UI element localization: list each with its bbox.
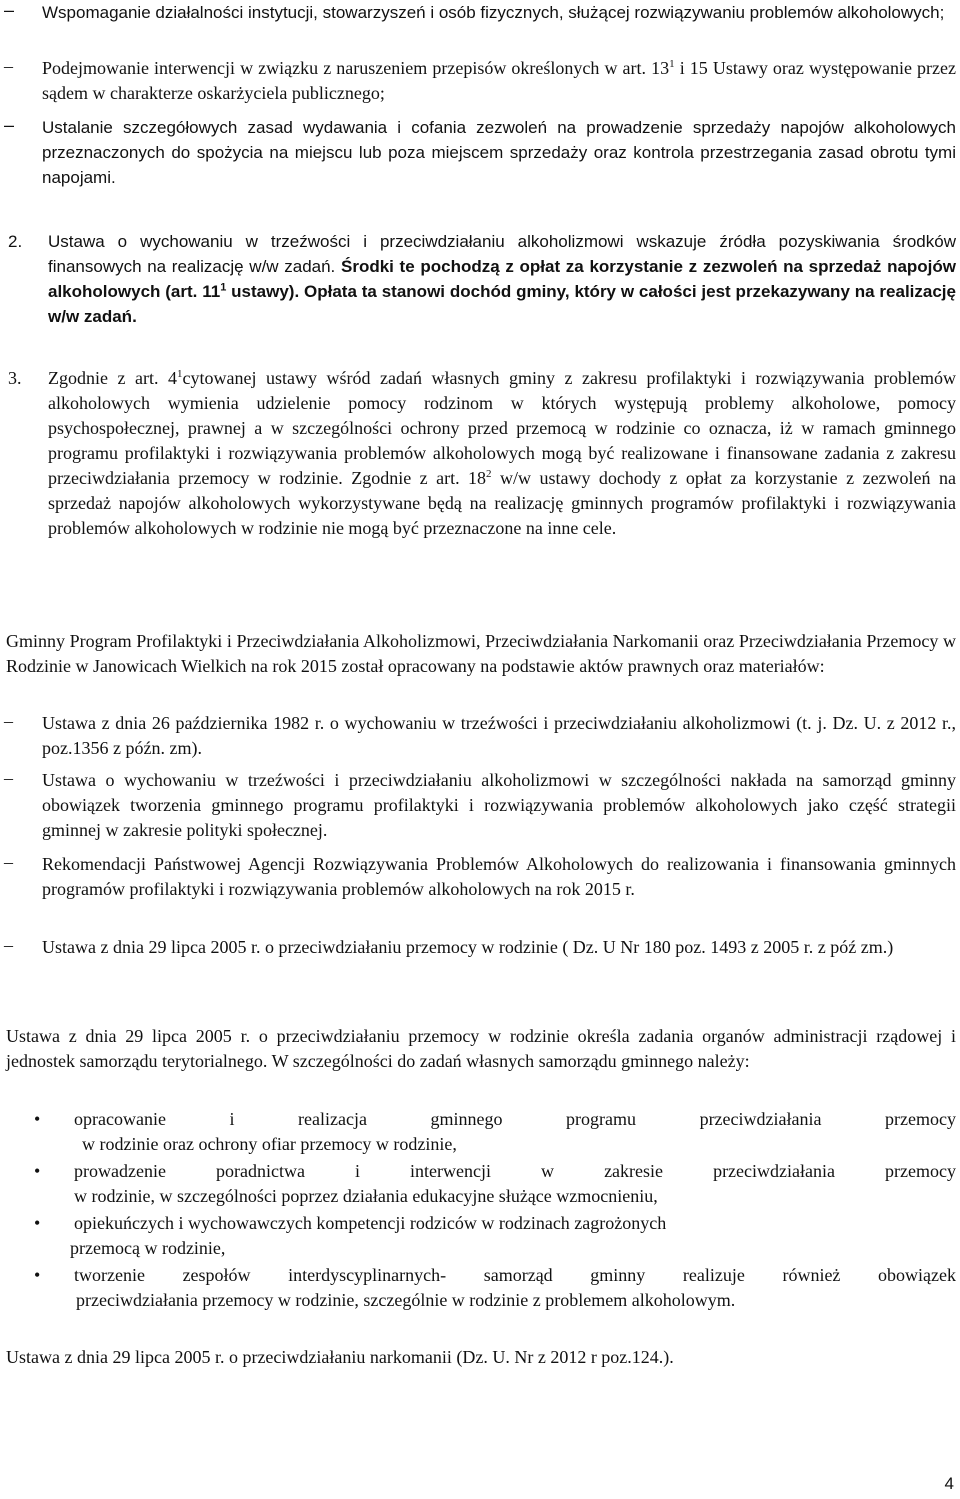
list-item: [0, 852, 956, 902]
bullet-line-2: przeciwdziałania przemocy w rodzinie, szczególnie w rodzinie z problemem alkoholowym.: [76, 1290, 736, 1310]
bullet-line-1: opracowanie i realizacja gminnego programu przeciwdziałania przemocy: [74, 1109, 956, 1129]
list-item: [0, 768, 956, 843]
bullet-line-1: opiekuńczych i wychowawczych kompetencji rodziców w rodzinach zagrożonych: [74, 1213, 667, 1233]
list-item-text: Ustawa z dnia 29 lipca 2005 r. o przeciwdziałaniu przemocy w rodzinie ( Dz. U Nr 180 poz. 1493 z 2005 r. z póź zm.): [42, 937, 894, 957]
list-item-text: Rekomendacji Państwowej Agencji Rozwiązywania Problemów Alkoholowych do realizowania i finansowania gminnych programów profilaktyki i rozwiązywania problemów alkoholowych na rok 2015 r.: [42, 854, 956, 899]
dash-icon: –: [4, 711, 13, 731]
bullet-icon: •: [34, 1109, 41, 1129]
bullet-item: [0, 1159, 956, 1209]
paragraph-text: Zgodnie z art. $4^1cytowanej$ ustawy wśród zadań własnych gminy z zakresu profilaktyki i rozwiązywania problemów alkoholowych wymienia udzielenie pomocy rodzinom w których występują problemy alkoholowe, pomocy psychospołecznej, prawnej a w szczególności ochrony przed przemocą w rodzinie co oznacza, iż w ramach gminnego programu profilaktyki i rozwiązywania problemów alkoholowych mogą być realizowane i finansowane zadania z zakresu przeciwdziałania przemocy w rodzinie. Zgodnie z art. $18^2$ w/w ustawy dochody z opłat za korzystanie z zezwoleń na sprzedaż napojów alkoholowych wykorzystywane będą na realizację gminnych programów profilaktyki i rozwiązywania problemów alkoholowych w rodzinie nie mogą być przeznaczone na inne cele.: [48, 368, 956, 538]
page-number: 4: [944, 1474, 954, 1493]
list-item: [0, 115, 956, 190]
list-item: [0, 711, 956, 761]
list-item-text: Podejmowanie interwencji w związku z naruszeniem przepisów określonych w art. $13^1$ i 15 Ustawy oraz występowanie przez sądem w charakterze oskarżyciela publicznego;: [42, 58, 956, 103]
bullet-item: [0, 1107, 956, 1157]
dash-icon: –: [4, 852, 13, 872]
list-item-text: Wspomaganie działalności instytucji, stowarzyszeń i osób fizycznych, służącej rozwiązywaniu problemów alkoholowych;: [42, 3, 945, 22]
dash-icon: –: [4, 935, 13, 955]
paragraph-text: Ustawa o wychowaniu w trzeźwości i przeciwdziałaniu alkoholizmowi wskazuje źródła pozyskiwania środków finansowych na realizację w/w zadań. Środki te pochodzą z opłat za korzystanie z zezwoleń na sprzedaż napojów alkoholowych (art. $11^1$ ustawy). Opłata ta stanowi dochód gminy, który w całości jest przekazywany na realizację w/w zadań.: [48, 232, 957, 326]
list-item: [0, 0, 956, 25]
bullet-line-1: tworzenie zespołów interdyscyplinarnych- samorząd gminny realizuje również obowiązek: [74, 1265, 956, 1285]
dash-icon: –: [4, 115, 15, 135]
bullet-line-2: przemocą w rodzinie,: [70, 1238, 226, 1258]
bullet-line-1: prowadzenie poradnictwa i interwencji w zakresie przeciwdziałania przemocy: [74, 1161, 956, 1181]
numbered-paragraph: [0, 366, 956, 541]
bullet-icon: •: [34, 1213, 41, 1233]
list-item: [0, 56, 956, 106]
dash-icon: –: [4, 768, 13, 788]
paragraph-number: 3.: [8, 368, 22, 388]
intro-paragraph: Gminny Program Profilaktyki i Przeciwdziałania Alkoholizmowi, Przeciwdziałania Narkomanii oraz Przeciwdziałania Przemocy w Rodzinie w Janowicach Wielkich na rok 2015 został opracowany na podstawie aktów prawnych oraz materiałów:: [6, 631, 956, 676]
violence-law-paragraph: Ustawa z dnia 29 lipca 2005 r. o przeciwdziałaniu przemocy w rodzinie określa zadania organów administracji rządowej i jednostek samorządu terytorialnego. W szczególności do zadań własnych samorządu gminnego należy:: [6, 1026, 956, 1071]
list-item-text: Ustawa o wychowaniu w trzeźwości i przeciwdziałaniu alkoholizmowi w szczególności nakłada na samorząd gminny obowiązek tworzenia gminnego programu profilaktyki i rozwiązywania problemów alkoholowych jako część strategii gminnej w zakresie polityki społecznej.: [42, 770, 956, 840]
list-item-text: Ustalanie szczegółowych zasad wydawania i cofania zezwoleń na prowadzenie sprzedaży napojów alkoholowych przeznaczonych do spożycia na miejscu lub poza miejscem sprzedaży oraz kontrola przestrzegania zasad obrotu tymi napojami.: [42, 118, 956, 187]
list-item-text: Ustawa z dnia 26 października 1982 r. o wychowaniu w trzeźwości i przeciwdziałaniu alkoholizmowi (t. j. Dz. U. z 2012 r., poz.1356 z późn. zm).: [42, 713, 956, 758]
bullet-icon: •: [34, 1161, 41, 1181]
dash-icon: –: [4, 56, 13, 76]
bullet-item: [0, 1211, 956, 1261]
bullet-item: [0, 1263, 956, 1313]
list-item: [0, 935, 956, 960]
numbered-paragraph: [0, 229, 956, 329]
bullet-icon: •: [34, 1265, 41, 1285]
bullet-line-2: w rodzinie oraz ochrony ofiar przemocy w rodzinie,: [82, 1134, 457, 1154]
dash-icon: –: [4, 0, 15, 20]
paragraph-number: 2.: [8, 232, 23, 251]
bullet-line-2: w rodzinie, w szczególności poprzez działania edukacyjne służące wzmocnieniu,: [74, 1186, 658, 1206]
narcotics-law-line: Ustawa z dnia 29 lipca 2005 r. o przeciwdziałaniu narkomanii (Dz. U. Nr z 2012 r poz.124.).: [6, 1347, 674, 1367]
